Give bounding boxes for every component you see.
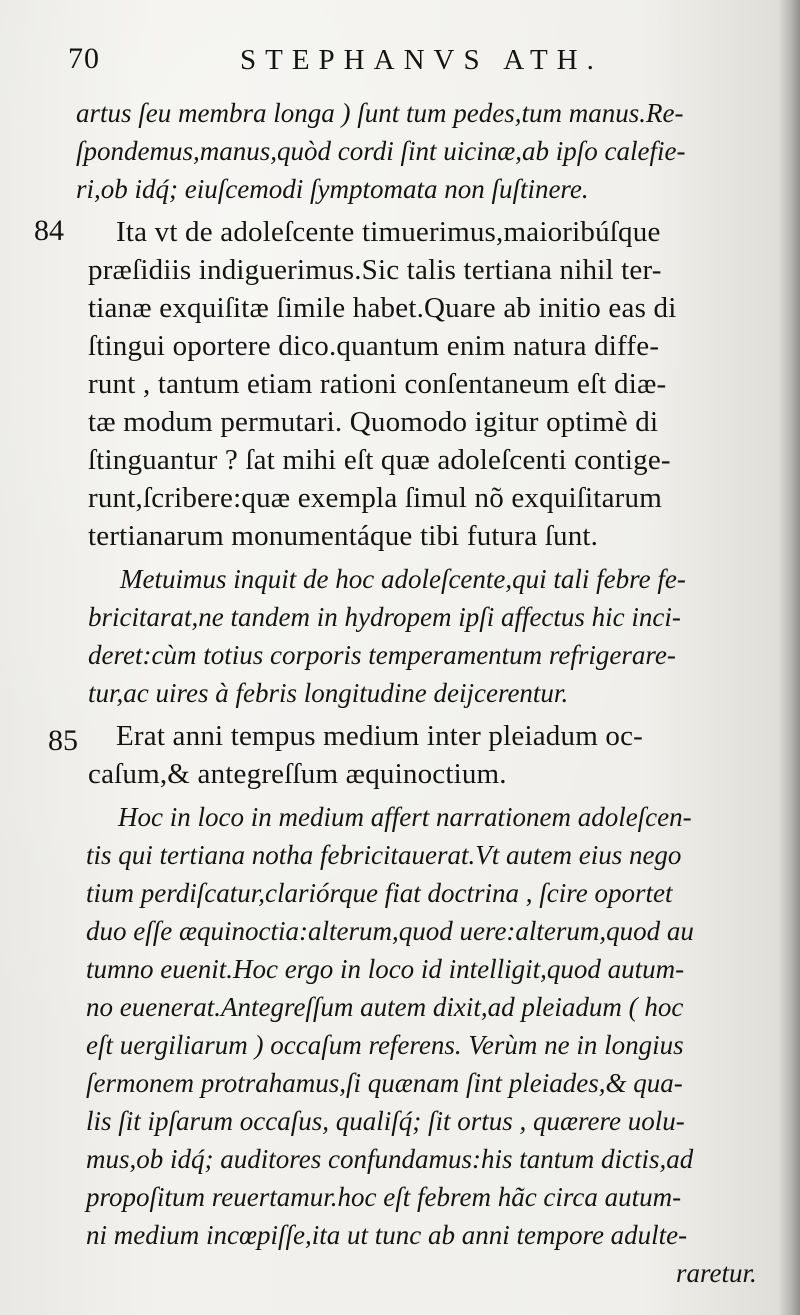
page-gutter-shadow (778, 0, 800, 1315)
text-line: deret:cùm totius corporis temperamentum refrigerare- (88, 640, 676, 670)
text-line: caſum,& antegreſſum æquinoctium. (88, 758, 507, 790)
text-line: Metuimus inquit de hoc adoleſcente,qui tali febre fe- (120, 564, 686, 594)
text-line: tur,ac uires à febris longitudine deijcerentur. (88, 678, 569, 708)
text-line: Ita vt de adoleſcente timuerimus,maioribúſque (116, 216, 661, 248)
page-number: 70 (68, 42, 100, 75)
text-line: præſidiis indiguerimus.Sic talis tertiana nihil ter- (88, 254, 662, 286)
text-line: propoſitum reuertamur.hoc eſt febrem hãc circa autum- (86, 1182, 682, 1212)
text-line: artus ſeu membra longa ) ſunt tum pedes,tum manus.Re- (76, 98, 684, 128)
section-number-84: 84 (34, 214, 64, 247)
text-line: no euenerat.Antegreſſum autem dixit,ad pleiadum ( hoc (86, 992, 684, 1022)
text-line: tianæ exquiſitæ ſimile habet.Quare ab initio eas di (88, 292, 677, 324)
text-line: ſtinguantur ? ſat mihi eſt quæ adoleſcenti contige- (88, 444, 671, 476)
text-line: runt,ſcribere:quæ exempla ſimul nõ exquiſitarum (88, 482, 662, 514)
running-head: STEPHANVS ATH. (240, 44, 603, 76)
text-line: bricitarat,ne tandem in hydropem ipſi affectus hic inci- (88, 602, 681, 632)
text-line: runt , tantum etiam rationi conſentaneum eſt diæ- (88, 368, 667, 400)
text-line: lis ſit ipſarum occaſus, qualiſq́; ſit ortus , quærere uolu- (86, 1106, 685, 1136)
text-line: ſtingui oportere dico.quantum enim natura diffe- (88, 330, 660, 362)
text-line: ſpondemus,manus,quòd cordi ſint uicinæ,ab ipſo calefie- (76, 136, 686, 166)
text-line: ni medium incœpiſſe,ita ut tunc ab anni tempore adulte- (86, 1220, 688, 1250)
text-line: ſermonem protrahamus,ſi quænam ſint pleiades,& qua- (86, 1068, 683, 1098)
text-line: ri,ob idq́; eiuſcemodi ſymptomata non ſuſtinere. (76, 174, 589, 204)
section-number-85: 85 (48, 724, 78, 757)
text-line: tium perdiſcatur,clariórque fiat doctrina , ſcire oportet (86, 878, 673, 908)
text-line: eſt uergiliarum ) occaſum referens. Verùm ne in longius (86, 1030, 684, 1060)
text-line: duo eſſe æquinoctia:alterum,quod uere:alterum,quod au (86, 916, 694, 946)
text-line: mus,ob idq́; auditores confundamus:his tantum dictis,ad (86, 1144, 694, 1174)
text-line: tertianarum monumentáque tibi futura ſunt. (88, 520, 599, 552)
text-line: tumno euenit.Hoc ergo in loco id intelligit,quod autum- (86, 954, 685, 984)
text-line: raretur. (676, 1258, 757, 1288)
text-line: Hoc in loco in medium affert narrationem adoleſcen- (118, 802, 692, 832)
text-line: tis qui tertiana notha febricitauerat.Vt autem eius nego (86, 840, 682, 870)
text-line: Erat anni tempus medium inter pleiadum oc- (116, 720, 644, 752)
text-line: tæ modum permutari. Quomodo igitur optimè di (88, 406, 659, 438)
